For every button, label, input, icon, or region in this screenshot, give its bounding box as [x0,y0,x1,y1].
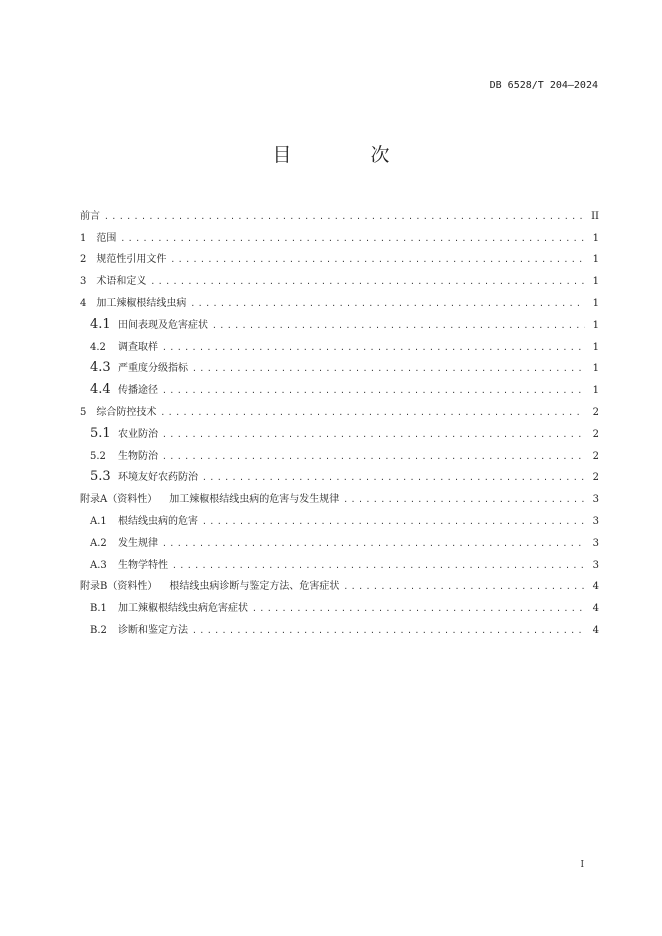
toc-entry-title: 加工辣椒根结线虫病危害症状 [118,603,248,615]
toc-entry-title: 根结线虫病诊断与鉴定方法、危害症状 [169,581,340,593]
toc-entry-page: 1 [592,319,599,331]
toc-entry-page: 2 [592,406,599,418]
toc-dot-leader [120,234,585,244]
toc-entry-page: 3 [592,515,599,527]
toc-entry-page: 1 [592,254,599,266]
toc-dot-leader [160,408,585,418]
toc-entry-title: 发生规律 [118,537,158,549]
toc-entry[interactable] [80,309,599,331]
toc-entry-number: 附录B（资料性） [80,581,158,593]
toc-entry-title: 综合防控技术 [96,406,157,418]
toc-entry-page: 1 [592,385,599,397]
table-of-contents [80,200,599,636]
toc-dot-leader [162,343,585,353]
toc-entry-page: 4 [592,624,599,636]
toc-dot-leader [150,277,585,287]
toc-entry-number: B.2 [90,624,107,636]
toc-entry-number: 3 [80,276,87,288]
toc-entry-page: 1 [592,341,599,353]
toc-entry-title: 农业防治 [118,428,158,440]
toc-entry[interactable] [80,222,599,244]
toc-entry-number: 附录A（资料性） [80,494,158,506]
toc-entry-number: A.1 [90,515,107,527]
toc-entry[interactable] [80,440,599,462]
toc-dot-leader [343,582,585,592]
toc-entry[interactable] [80,244,599,266]
toc-entry[interactable] [80,200,599,222]
toc-entry[interactable] [80,287,599,309]
toc-entry-title: 前言 [80,210,100,222]
toc-entry[interactable] [80,396,599,418]
toc-entry-title: 加工辣椒根结线虫病 [96,297,187,309]
toc-entry-title: 环境友好农药防治 [118,472,198,484]
toc-dot-leader [104,212,585,222]
toc-entry[interactable] [80,527,599,549]
toc-entry-title: 术语和定义 [96,276,147,288]
toc-dot-leader [162,452,585,462]
toc-entry-number: 5 [80,406,87,418]
toc-entry-page: 4 [592,603,599,615]
toc-entry-number: A.3 [90,559,107,571]
toc-entry-title: 规范性引用文件 [96,254,167,266]
toc-entry[interactable] [80,549,599,571]
toc-dot-leader [212,321,585,331]
toc-dot-leader [192,364,585,374]
toc-dot-leader [170,255,585,265]
toc-dot-leader [162,539,585,549]
page-number: I [580,860,584,870]
toc-entry[interactable] [80,592,599,614]
toc-entry-page: 3 [592,537,599,549]
toc-entry-number: 5.1 [90,425,111,441]
toc-entry-page: 2 [592,450,599,462]
toc-entry-title: 范围 [96,232,117,244]
toc-entry[interactable] [80,462,599,484]
toc-entry-number: 5.2 [90,450,106,462]
toc-dot-leader [192,626,585,636]
toc-dot-leader [202,473,585,483]
toc-entry-title: 生物防治 [118,450,158,462]
toc-entry[interactable] [80,571,599,593]
toc-entry-title: 根结线虫病的危害 [118,515,198,527]
toc-entry-title: 诊断和鉴定方法 [118,624,188,636]
toc-entry[interactable] [80,505,599,527]
toc-entry-number: A.2 [90,537,107,549]
toc-entry-number: B.1 [90,603,107,615]
toc-entry[interactable] [80,374,599,396]
toc-entry-title: 严重度分级指标 [118,363,188,375]
toc-entry[interactable] [80,353,599,375]
toc-entry-page: 3 [592,494,599,506]
toc-entry[interactable] [80,418,599,440]
toc-entry-page: 1 [592,297,599,309]
toc-entry-number: 2 [80,254,87,266]
toc-entry-number: 4.4 [90,382,111,398]
toc-entry[interactable] [80,614,599,636]
toc-entry-page: 1 [592,276,599,288]
toc-entry-number: 5.3 [90,469,111,485]
toc-entry-page: 3 [592,559,599,571]
toc-dot-leader [162,386,585,396]
toc-dot-leader [252,604,585,614]
toc-entry-title: 田间表现及危害症状 [118,319,208,331]
toc-dot-leader [202,517,585,527]
toc-entry-page: 1 [592,232,599,244]
toc-title: 目 次 [272,144,420,166]
toc-entry-page: 2 [592,472,599,484]
toc-entry-number: 4.3 [90,360,111,376]
toc-entry-page: 2 [592,428,599,440]
toc-entry[interactable] [80,265,599,287]
toc-entry-page: 4 [592,581,599,593]
toc-entry-number: 4.2 [90,341,106,353]
toc-dot-leader [190,299,585,309]
toc-dot-leader [343,495,585,505]
toc-entry-title: 生物学特性 [118,559,168,571]
toc-dot-leader [172,561,585,571]
toc-entry-title: 加工辣椒根结线虫病的危害与发生规律 [169,494,340,506]
toc-entry[interactable] [80,483,599,505]
toc-entry-number: 4.1 [90,316,111,332]
toc-entry-title: 调查取样 [118,341,158,353]
toc-entry-page: 1 [592,363,599,375]
toc-entry-number: 1 [80,232,87,244]
toc-entry[interactable] [80,331,599,353]
toc-entry-title: 传播途径 [118,385,158,397]
toc-entry-page: II [591,210,599,222]
document-code: DB 6528/T 204—2024 [489,80,598,91]
toc-entry-number: 4 [80,297,87,309]
toc-dot-leader [162,430,585,440]
